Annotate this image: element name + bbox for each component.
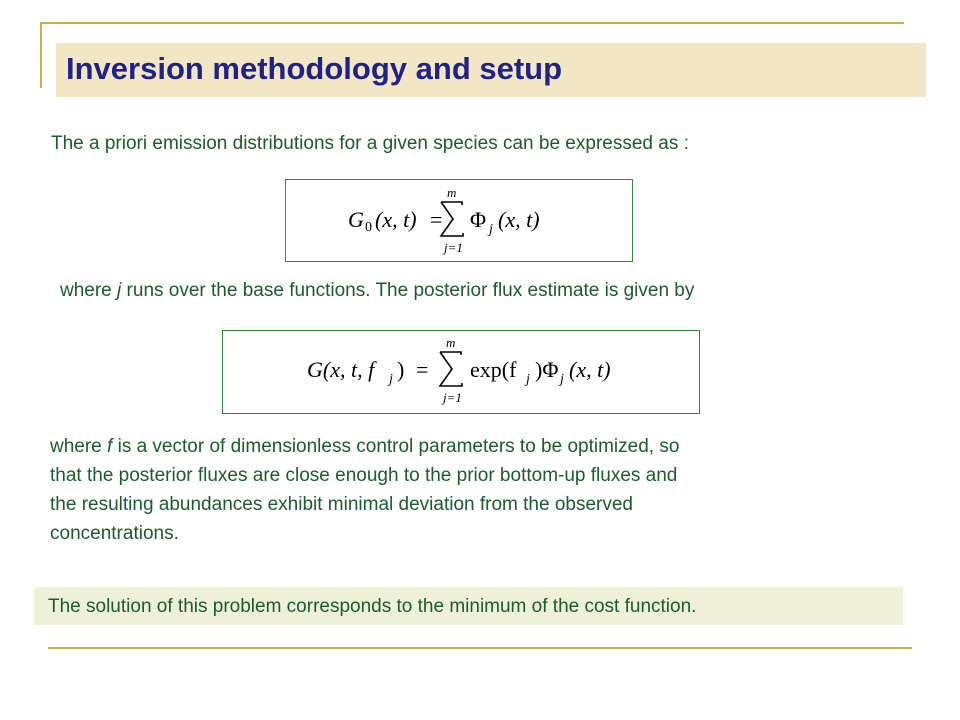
eq2-phi-subscript: j	[560, 372, 564, 387]
top-frame-line	[40, 22, 904, 24]
paragraph-line-1	[50, 432, 870, 461]
paragraph-line-2: that the posterior fluxes are close enough to the prior bottom-up fluxes and	[50, 465, 678, 486]
eq2-sum-upper: m	[446, 335, 456, 350]
eq2-exp-open: exp(f	[470, 357, 517, 382]
eq1-phi-subscript: j	[489, 222, 493, 237]
eq2-exp-subscript: j	[526, 372, 530, 387]
intro-text: The a priori emission distributions for a given species can be expressed as :	[51, 133, 689, 154]
eq1-g: G	[348, 207, 364, 232]
eq1-sum-upper: m	[447, 185, 457, 200]
equation-posterior	[223, 331, 699, 413]
eq1-sum-lower: j=1	[444, 240, 463, 255]
paragraph-line-1-before: where	[50, 436, 108, 457]
bottom-frame-line	[48, 647, 912, 649]
eq1-phi: Φ	[470, 207, 487, 232]
eq1-g-subscript: 0	[365, 220, 372, 235]
eq1-sum-symbol	[441, 202, 463, 236]
middle-text-before: where	[60, 280, 118, 301]
paragraph-line-4: concentrations.	[50, 523, 179, 544]
eq2-sum-lower: j=1	[443, 390, 462, 405]
paragraph-line-1-after: is a vector of dimensionless control parameters to be optimized, so	[112, 436, 680, 457]
eq2-sum-symbol	[440, 352, 462, 386]
eq2-equals: =	[416, 357, 429, 382]
middle-text-var: j	[117, 280, 122, 301]
eq2-lhs-subscript: j	[389, 372, 393, 387]
middle-text-after: runs over the base functions. The posterior flux estimate is given by	[121, 280, 695, 301]
left-frame-line	[40, 22, 42, 88]
equation-posterior-box	[222, 330, 700, 414]
eq2-lhs: G(x, t, f	[307, 357, 375, 382]
equation-prior	[286, 180, 632, 261]
eq2-rhs-args: (x, t)	[569, 357, 611, 382]
eq1-lhs-args: (x, t)	[375, 207, 417, 232]
eq2-exp-close: )Φ	[535, 357, 559, 382]
equation-prior-box	[285, 179, 633, 262]
eq1-rhs-args: (x, t)	[498, 207, 540, 232]
paragraph-line-1-var: f	[107, 436, 113, 457]
eq1-equals: =	[430, 207, 443, 232]
slide-title: Inversion methodology and setup	[66, 51, 563, 86]
middle-text	[60, 280, 694, 302]
eq2-lhs-close: )	[397, 357, 405, 382]
conclusion-text: The solution of this problem corresponds to the minimum of the cost function.	[48, 596, 697, 617]
paragraph-line-3: the resulting abundances exhibit minimal deviation from the observed	[50, 494, 633, 515]
explanation-paragraph	[50, 432, 870, 548]
